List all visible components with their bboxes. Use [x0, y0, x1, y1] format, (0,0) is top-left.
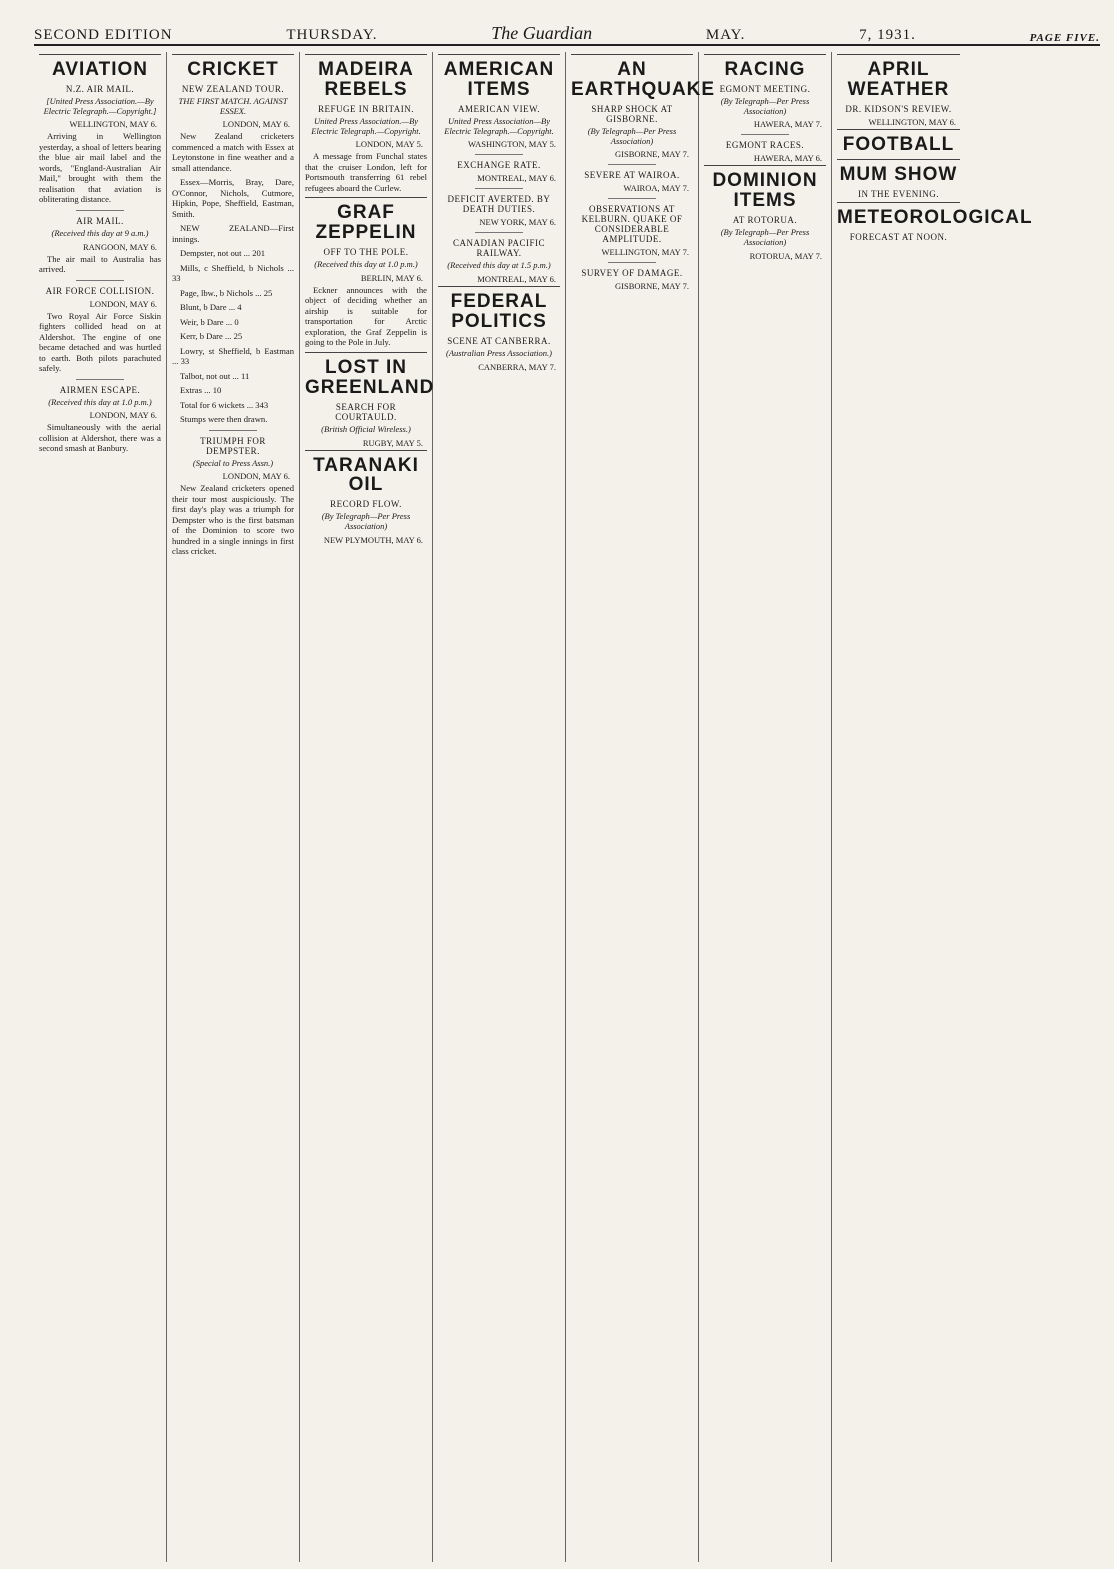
article-dateline: LONDON, MAY 6. [222, 119, 290, 130]
article-subheading: IN THE EVENING. [857, 188, 940, 199]
article-subheading: EXCHANGE RATE. [457, 160, 541, 171]
article [305, 54, 427, 193]
article-dateline: GISBORNE, MAY 7. [615, 281, 689, 292]
article [305, 197, 427, 348]
article [305, 450, 427, 545]
article [571, 262, 693, 291]
article-source: (By Telegraph—Per Press Association) [720, 95, 810, 116]
section-divider [76, 379, 125, 380]
article-source: (By Telegraph—Per Press Association) [321, 511, 411, 532]
article-headline: METEOROLOGICAL [837, 202, 960, 228]
article-dateline: BERLIN, MAY 6. [360, 272, 423, 283]
article-paragraph: Talbot, not out ... 11 [180, 370, 250, 381]
article [305, 352, 435, 448]
article-headline: FEDERAL POLITICS [438, 286, 560, 332]
section-divider [475, 232, 524, 233]
article-dateline: CANBERRA, MAY 7. [478, 361, 556, 372]
article [837, 129, 960, 155]
article-source: (Received this day at 9 a.m.) [51, 227, 149, 238]
article-subheading: N.Z. AIR MAIL. [65, 83, 135, 94]
article-paragraph: Stumps were then drawn. [180, 414, 268, 425]
masthead [34, 18, 1100, 46]
article-dateline: MONTREAL, MAY 6. [477, 274, 556, 285]
section-divider [76, 210, 125, 211]
article-paragraph: Two Royal Air Force Siskin fighters collided head on at Aldershot. The engine of one became detached and was hurtled to earth. Both pilots parachuted safely. [39, 310, 161, 374]
article-dateline: NEW PLYMOUTH, MAY 6. [323, 534, 423, 545]
article-subheading: SURVEY OF DAMAGE. [581, 268, 683, 279]
article-dateline: WELLINGTON, MAY 6. [69, 119, 157, 130]
news-column [300, 52, 433, 1562]
article-subheading: RECORD FLOW. [330, 499, 402, 510]
news-column [34, 52, 167, 1562]
article-subheading: DR. KIDSON'S REVIEW. [845, 103, 952, 114]
article-subheading: OFF TO THE POLE. [323, 247, 409, 258]
article-headline: AN EARTHQUAKE [571, 54, 693, 100]
article-dateline: MONTREAL, MAY 6. [477, 173, 556, 184]
article-subheading: TRIUMPH FOR DEMPSTER. [200, 435, 266, 456]
article [39, 210, 161, 275]
article [704, 165, 826, 260]
article-paragraph: Kerr, b Dare ... 25 [180, 331, 243, 342]
article-source: (Received this day at 1.0 p.m.) [314, 259, 418, 270]
article-dateline: GISBORNE, MAY 7. [615, 149, 689, 160]
article-source: United Press Association—By Electric Telegraph.—Copyright. [444, 115, 554, 136]
article-dateline: WAIROA, MAY 7. [623, 183, 689, 194]
section-divider [608, 262, 657, 263]
article-subheading: REFUGE IN BRITAIN. [317, 103, 415, 114]
article [438, 286, 560, 372]
date-label: 7, 1931. [859, 27, 916, 43]
article-paragraph: A message from Funchal states that the cruiser London, left for Portsmouth transferring 61 rebel refugees aboard the Curlew. [305, 151, 427, 193]
article-subheading: SHARP SHOCK AT GISBORNE. [591, 103, 673, 124]
newspaper-columns [34, 52, 1100, 1562]
article-dateline: LONDON, MAY 6. [89, 298, 157, 309]
article-paragraph: Arriving in Wellington yesterday, a shoal of letters bearing the blue air mail label and the words, "England-Australian Air Mail," brought with them the realisation that aviation is obliterating distance. [39, 131, 161, 205]
edition-label: SECOND EDITION [34, 27, 173, 43]
article [837, 202, 1033, 242]
section-divider [608, 164, 657, 165]
news-column [566, 52, 716, 1562]
article [704, 54, 826, 129]
article-dateline: WELLINGTON, MAY 6. [868, 116, 956, 127]
article-headline: DOMINION ITEMS [704, 165, 826, 211]
article [837, 54, 960, 127]
article-subheading: SEVERE AT WAIROA. [584, 170, 680, 181]
article [438, 188, 560, 227]
article-source: (Australian Press Association.) [445, 348, 552, 359]
section-divider [209, 430, 258, 431]
article-paragraph: Lowry, st Sheffield, b Eastman ... 33 [172, 345, 294, 367]
news-column [832, 52, 1033, 1562]
article-headline: AMERICAN ITEMS [438, 54, 560, 100]
article-headline: MADEIRA REBELS [305, 54, 427, 100]
article-paragraph: The air mail to Australia has arrived. [39, 253, 161, 275]
article-paragraph: Weir, b Dare ... 0 [180, 316, 239, 327]
article-dateline: WASHINGTON, MAY 5. [468, 139, 556, 150]
article-paragraph: Extras ... 10 [180, 385, 222, 396]
article-dateline: LONDON, MAY 6. [89, 410, 157, 421]
month-label: MAY. [705, 27, 746, 43]
article-dateline: LONDON, MAY 5. [355, 139, 423, 150]
article-dateline: LONDON, MAY 6. [222, 471, 290, 482]
article-source: [United Press Association.—By Electric Telegraph.—Copyright.] [43, 95, 157, 116]
article-dateline: ROTORUA, MAY 7. [749, 250, 822, 261]
article-paragraph: New Zealand cricketers opened their tour most auspiciously. The first day's play was a triumph for Dempster who is the first batsman of the Dominion to score two hundred in a single innings in first class cricket. [172, 483, 294, 557]
day-label: THURSDAY. [286, 27, 378, 43]
article-paragraph: NEW ZEALAND—First innings. [172, 223, 294, 244]
article [39, 379, 161, 454]
article-source: (British Official Wireless.) [321, 423, 411, 434]
article-paragraph: Blunt, b Dare ... 4 [180, 302, 242, 313]
article-subheading: AIRMEN ESCAPE. [59, 384, 141, 395]
article-paragraph: New Zealand cricketers commenced a match with Essex at Leytonstone in fine weather and a small attendance. [172, 131, 294, 173]
article-subheading: AIR MAIL. [76, 215, 124, 226]
article-subheading: SEARCH FOR COURTAULD. [335, 401, 397, 422]
section-divider [475, 154, 524, 155]
article-headline: APRIL WEATHER [837, 54, 960, 100]
article [39, 280, 161, 374]
article-paragraph: Mills, c Sheffield, b Nichols ... 33 [172, 262, 294, 284]
article-source: THE FIRST MATCH. AGAINST ESSEX. [178, 95, 288, 116]
article-headline: GRAF ZEPPELIN [305, 197, 427, 243]
article-subheading: AT ROTORUA. [732, 215, 798, 226]
article-paragraph: Eckner announces with the object of deciding whether an airship is suitable for transportation for Arctic exploration, the Graf Zeppelin is going to the Pole in July. [305, 284, 427, 348]
article [438, 154, 560, 183]
article-source: (Received this day at 1.5 p.m.) [447, 260, 551, 271]
article [172, 54, 294, 425]
article-paragraph: Total for 6 wickets ... 343 [180, 399, 269, 410]
news-column [167, 52, 300, 1562]
article-dateline: NEW YORK, MAY 6. [479, 217, 556, 228]
article-dateline: RANGOON, MAY 6. [83, 241, 157, 252]
article [837, 159, 960, 199]
article-subheading: EGMONT RACES. [725, 140, 805, 151]
article-paragraph: Simultaneously with the aerial collision at Aldershot, there was a second smash at Banbury. [39, 422, 161, 454]
article-dateline: WELLINGTON, MAY 7. [601, 247, 689, 258]
news-column [433, 52, 566, 1562]
article [571, 54, 716, 160]
article [571, 164, 693, 193]
section-divider [475, 188, 524, 189]
article [704, 134, 826, 163]
article-subheading: SCENE AT CANBERRA. [447, 336, 551, 347]
article-headline: RACING [704, 54, 826, 80]
article-source: (By Telegraph—Per Press Association) [587, 125, 677, 146]
article-headline: MUM SHOW [837, 159, 960, 185]
article [172, 430, 294, 557]
article-subheading: EGMONT MEETING. [719, 83, 811, 94]
article-dateline: HAWERA, MAY 6. [753, 153, 822, 164]
section-divider [76, 280, 125, 281]
article-subheading: NEW ZEALAND TOUR. [181, 83, 285, 94]
article [438, 54, 560, 149]
section-divider [608, 198, 657, 199]
article-subheading: DEFICIT AVERTED. BY DEATH DUTIES. [447, 194, 551, 215]
article [438, 232, 560, 284]
article-subheading: FORECAST AT NOON. [849, 231, 948, 242]
article [39, 54, 161, 205]
article-headline: TARANAKI OIL [305, 450, 427, 496]
article-paragraph: Essex—Morris, Bray, Dare, O'Connor, Nichols, Cutmore, Hipkin, Pope, Sheffield, Eastman, Smith. [172, 177, 294, 219]
section-divider [741, 134, 790, 135]
article-headline: CRICKET [172, 54, 294, 80]
article [571, 198, 693, 257]
article-subheading: AIR FORCE COLLISION. [45, 285, 155, 296]
article-subheading: AMERICAN VIEW. [457, 103, 540, 114]
article-headline: FOOTBALL [837, 129, 960, 155]
article-source: (Special to Press Assn.) [192, 457, 274, 468]
article-source: (Received this day at 1.0 p.m.) [48, 396, 152, 407]
article-dateline: HAWERA, MAY 7. [753, 119, 822, 130]
article-subheading: CANADIAN PACIFIC RAILWAY. [453, 238, 545, 259]
news-column [699, 52, 832, 1562]
article-source: (By Telegraph—Per Press Association) [720, 227, 810, 248]
newspaper-title: The Guardian [491, 23, 593, 43]
article-source: United Press Association.—By Electric Telegraph.—Copyright. [311, 115, 421, 136]
article-paragraph: Page, lbw., b Nichols ... 25 [180, 287, 273, 298]
article-headline: LOST IN GREENLAND [305, 352, 427, 398]
page-number: PAGE FIVE. [1029, 32, 1100, 44]
article-dateline: RUGBY, MAY 5. [362, 437, 423, 448]
article-paragraph: Dempster, not out ... 201 [180, 248, 266, 259]
article-subheading: OBSERVATIONS AT KELBURN. QUAKE OF CONSIDERABLE AMPLITUDE. [581, 204, 683, 245]
article-headline: AVIATION [39, 54, 161, 80]
